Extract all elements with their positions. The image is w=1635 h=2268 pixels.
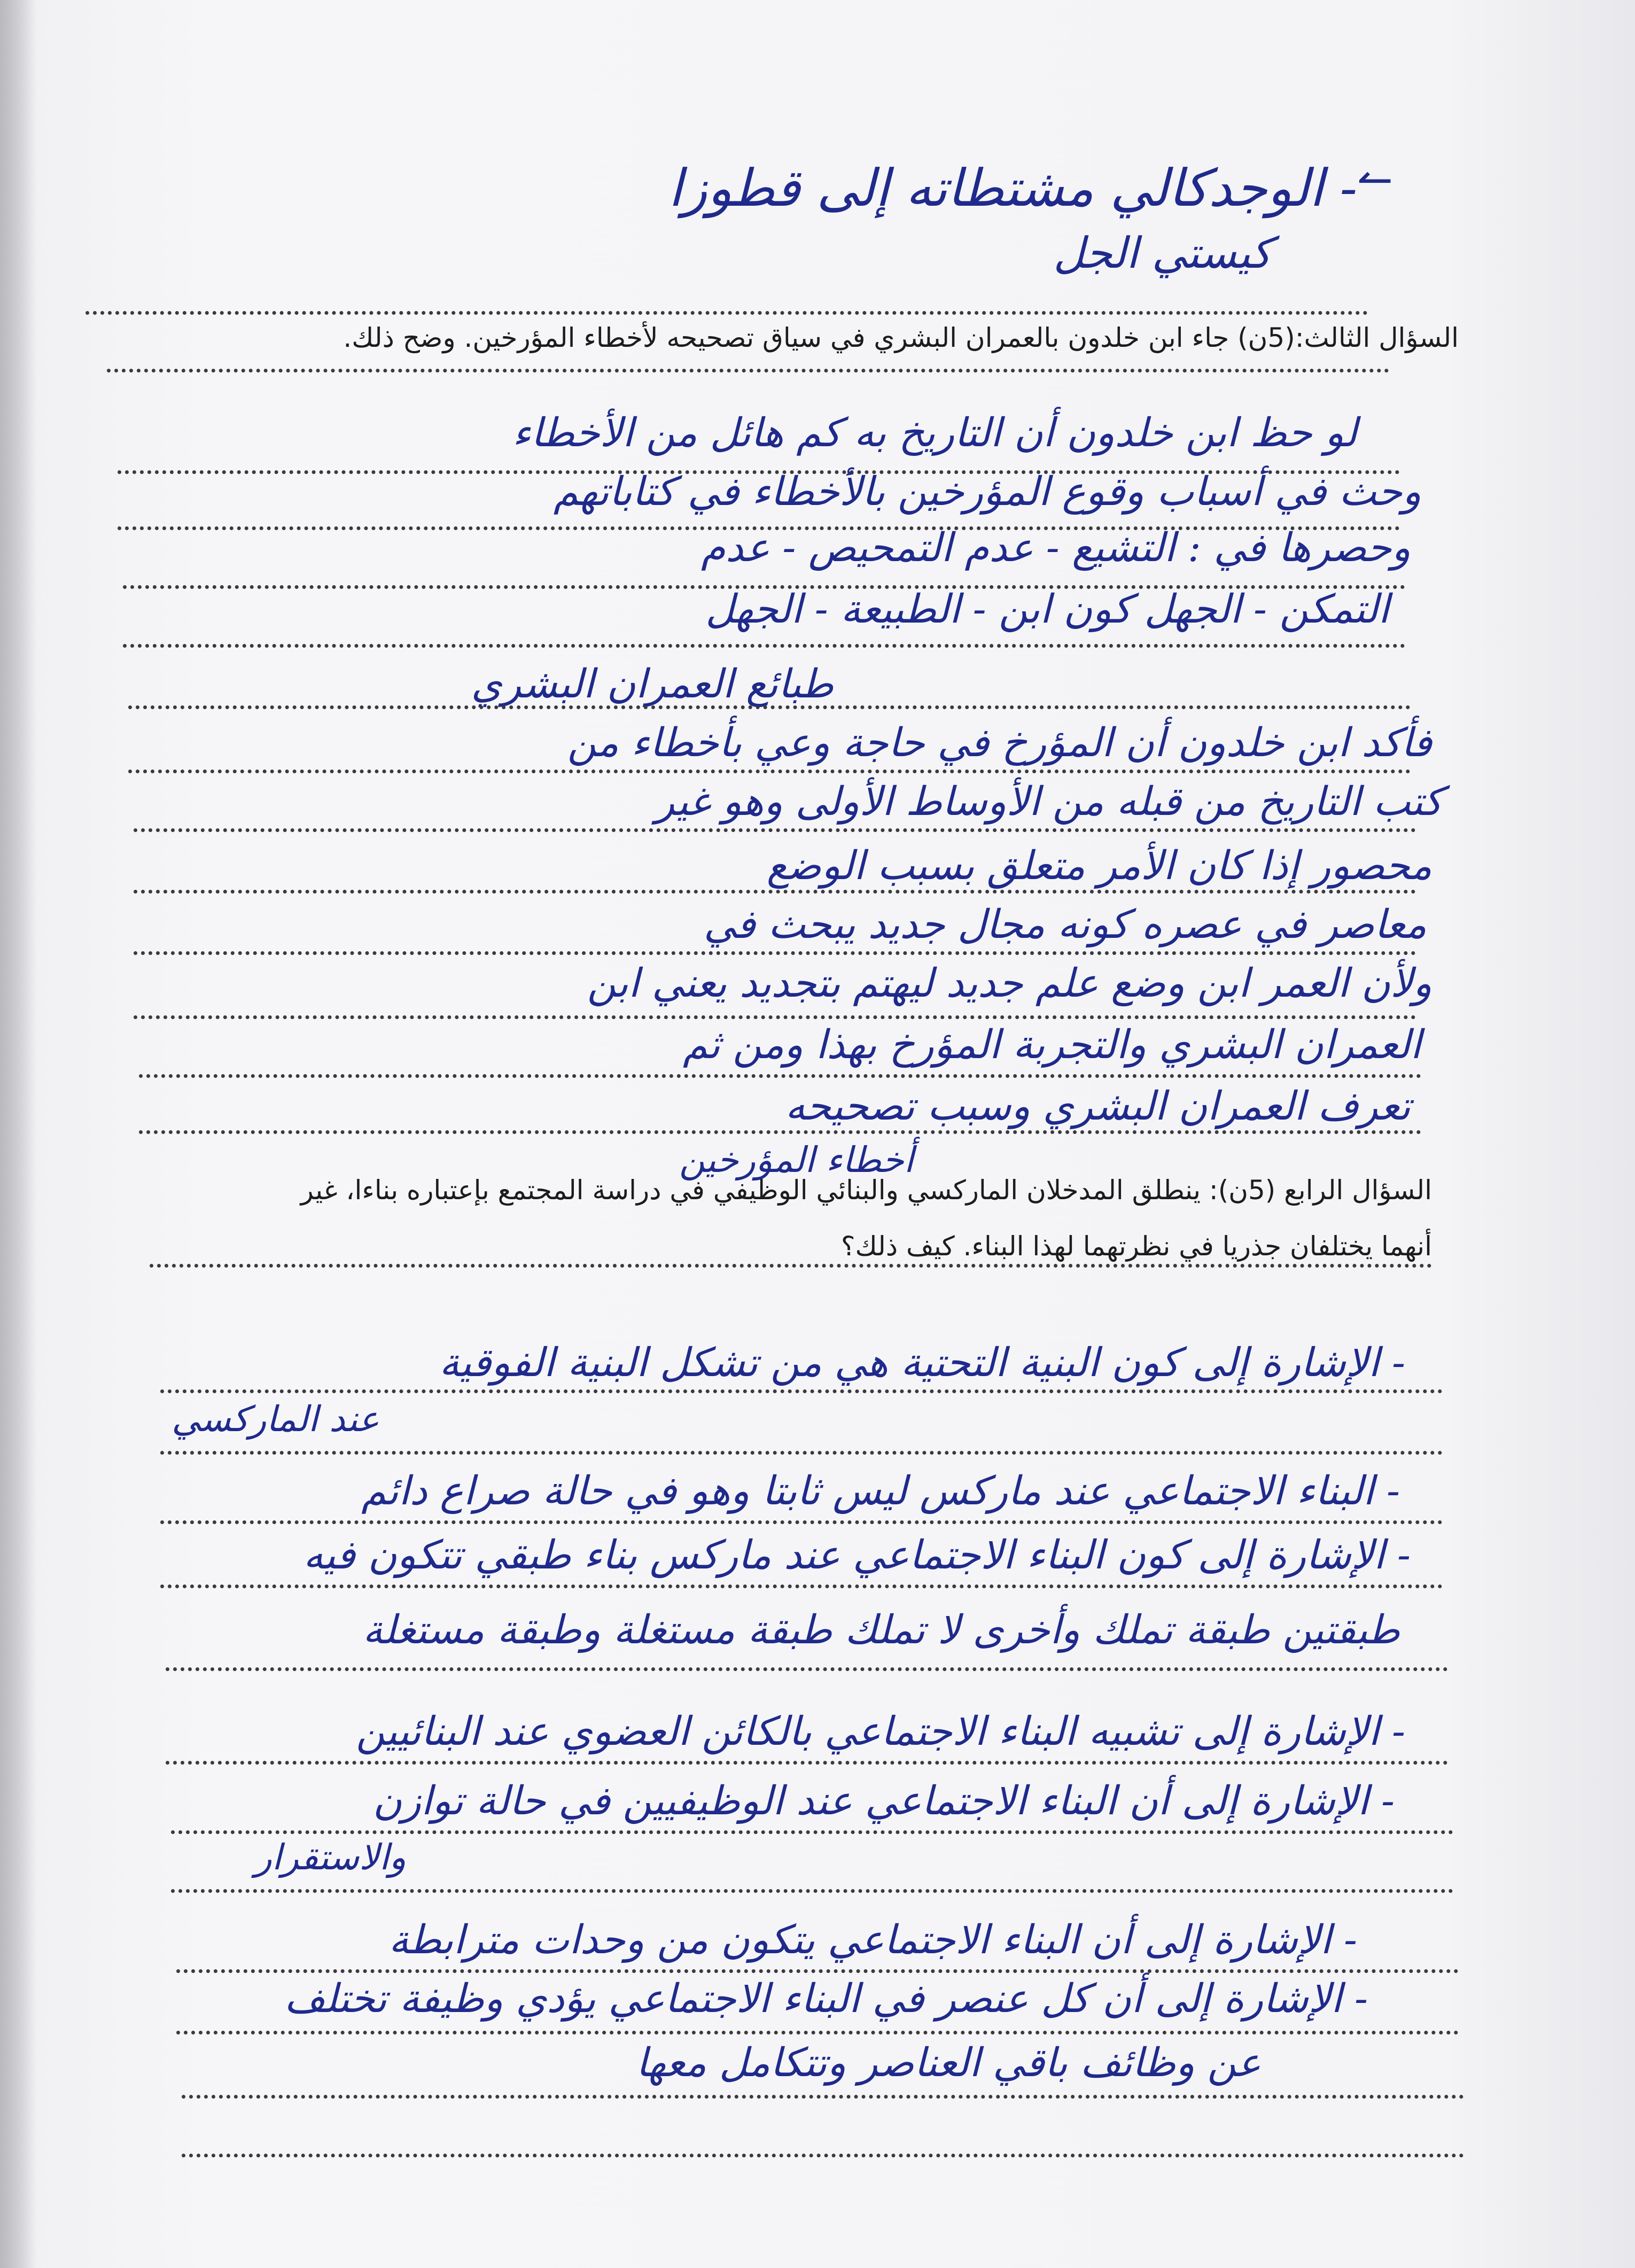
ruled-line xyxy=(128,705,1411,709)
ruled-line xyxy=(160,1585,1443,1588)
q3-answer-line-13: أخطاء المؤرخين xyxy=(679,1139,914,1180)
margin-tick-mark: ↼ xyxy=(1357,155,1393,205)
question-4-prompt-line-2: أنهما يختلفان جذريا في نظرتهما لهذا البناء. كيف ذلك؟ xyxy=(840,1231,1432,1262)
ruled-line xyxy=(166,1667,1448,1671)
q4-answer-line-2: عند الماركسي xyxy=(172,1399,379,1440)
q3-answer-line-10: ولأن العمر ابن وضع علم جديد ليهتم بتجديد يعني ابن xyxy=(587,960,1432,1006)
q3-answer-line-11: العمران البشري والتجربة المؤرخ بهذا ومن ثم xyxy=(683,1022,1421,1068)
ruled-line xyxy=(176,1969,1459,1973)
q4-answer-line-6: - الإشارة إلى تشبيه البناء الاجتماعي بالكائن العضوي عند البنائيين xyxy=(356,1708,1405,1754)
ruled-line xyxy=(107,369,1389,372)
q4-answer-line-7: - الإشارة إلى أن البناء الاجتماعي عند الوظيفيين في حالة توازن xyxy=(372,1778,1395,1824)
ruled-line xyxy=(171,1830,1453,1834)
q4-answer-line-8: والاستقرار xyxy=(254,1837,406,1878)
top-answer-line-2: كيستي الجل xyxy=(1053,228,1272,278)
ruled-line xyxy=(134,1015,1416,1019)
q4-answer-line-5: طبقتين طبقة تملك وأخرى لا تملك طبقة مستغلة وطبقة مستغلة xyxy=(362,1607,1400,1653)
ruled-line xyxy=(150,1264,1432,1268)
q3-answer-line-9: معاصر في عصره كونه مجال جديد يبحث في xyxy=(703,902,1427,947)
ruled-line xyxy=(182,2154,1464,2157)
ruled-line xyxy=(134,951,1416,955)
ruled-line xyxy=(160,1389,1443,1393)
ruled-line xyxy=(182,2095,1464,2099)
ruled-line xyxy=(134,890,1416,894)
q3-answer-line-7: كتب التاريخ من قبله من الأوساط الأولى وهو غير xyxy=(655,779,1443,825)
q3-answer-line-12: تعرف العمران البشري وسبب تصحيحه xyxy=(785,1083,1411,1129)
question-3-prompt: السؤال الثالث:(5ن) جاء ابن خلدون بالعمران البشري في سياق تصحيحه لأخطاء المؤرخين. وضح ذلك. xyxy=(343,322,1459,353)
ruled-line xyxy=(134,828,1416,832)
q4-answer-line-10: - الإشارة إلى أن كل عنصر في البناء الاجتماعي يؤدي وظيفة تختلف xyxy=(284,1976,1368,2022)
q4-answer-line-11: عن وظائف باقي العناصر وتتكامل معها xyxy=(636,2040,1261,2086)
top-answer-line-1: - الوجدكالي مشتطاته إلى قطوزا xyxy=(668,158,1357,218)
q4-answer-line-1: - الإشارة إلى كون البنية التحتية هي من تشكل البنية الفوقية xyxy=(439,1340,1405,1386)
q3-answer-line-1: لو حظ ابن خلدون أن التاريخ به كم هائل من الأخطاء xyxy=(512,410,1357,456)
q3-answer-line-8: محصور إذا كان الأمر متعلق بسبب الوضع xyxy=(766,843,1432,889)
q4-answer-line-4: - الإشارة إلى كون البناء الاجتماعي عند ماركس بناء طبقي تتكون فيه xyxy=(303,1532,1411,1578)
binding-shadow xyxy=(0,0,37,2268)
q3-answer-line-5: طبائع العمران البشري xyxy=(471,661,834,707)
q3-answer-line-2: وحث في أسباب وقوع المؤرخين بالأخطاء في كتاباتهم xyxy=(553,469,1421,515)
ruled-line xyxy=(160,1451,1443,1455)
question-4-prompt-line-1: السؤال الرابع (5ن): ينطلق المدخلان الماركسي والبنائي الوظيفي في دراسة المجتمع بإعتباره بناءا، غير xyxy=(300,1175,1432,1206)
ruled-line xyxy=(128,770,1411,773)
q4-answer-line-9: - الإشارة إلى أن البناء الاجتماعي يتكون من وحدات مترابطة xyxy=(388,1917,1357,1963)
q3-answer-line-6: فأكد ابن خلدون أن المؤرخ في حاجة وعي بأخطاء من xyxy=(567,720,1432,766)
q3-answer-line-4: التمكن - الجهل كون ابن - الطبيعة - الجهل xyxy=(705,586,1389,632)
q3-answer-line-3: وحصرها في : التشيع - عدم التمحيص - عدم xyxy=(701,525,1411,571)
ruled-line xyxy=(166,1761,1448,1765)
ruled-line xyxy=(123,644,1405,648)
ruled-line xyxy=(176,2031,1459,2034)
ruled-line xyxy=(139,1130,1421,1134)
ruled-line xyxy=(139,1074,1421,1078)
ruled-line xyxy=(160,1520,1443,1524)
ruled-line xyxy=(171,1889,1453,1893)
q4-answer-line-3: - البناء الاجتماعي عند ماركس ليس ثابتا وهو في حالة صراع دائم xyxy=(361,1468,1400,1514)
ruled-line xyxy=(85,311,1368,315)
